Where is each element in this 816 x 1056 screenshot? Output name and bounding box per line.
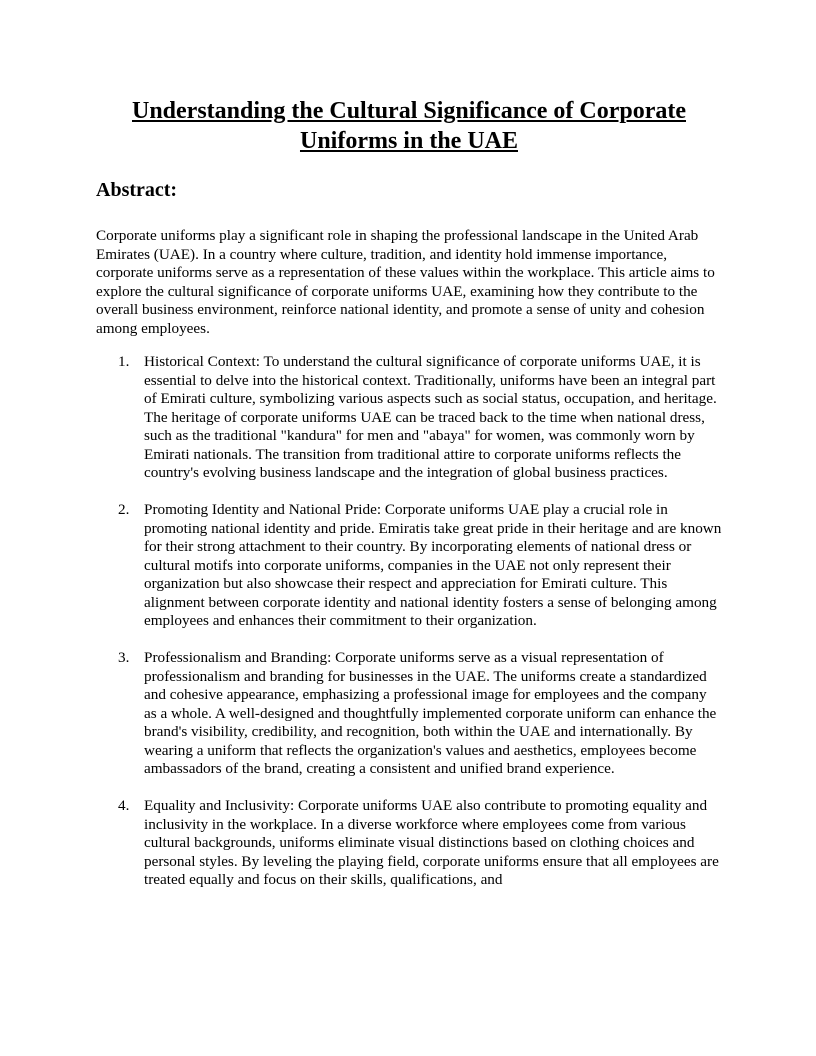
- document-page: [96, 96, 722, 908]
- list-item-number: 4.: [118, 797, 130, 814]
- list-item: [96, 649, 722, 779]
- section-list: [96, 353, 722, 890]
- list-item: [96, 353, 722, 483]
- list-item-number: 3.: [118, 649, 130, 666]
- list-item-number: 1.: [118, 353, 130, 370]
- document-title: Understanding the Cultural Significance of Corporate Uniforms in the UAE: [132, 98, 686, 154]
- abstract-heading: Abstract:: [96, 179, 178, 201]
- abstract-paragraph: Corporate uniforms play a significant role in shaping the professional landscape in the United Arab Emirates (UAE). In a country where culture, tradition, and identity hold immense importance, corporate uniforms serve as a representation of these values within the workplace. This article aims to explore the cultural significance of corporate uniforms UAE, examining how they contribute to the overall business environment, reinforce national identity, and promote a sense of unity and cohesion among employees.: [96, 227, 715, 337]
- list-item: [96, 501, 722, 631]
- list-item: [96, 797, 722, 890]
- list-item-number: 2.: [118, 501, 130, 518]
- list-item-text: Equality and Inclusivity: Corporate uniforms UAE also contribute to promoting equality and inclusivity in the workplace. In a diverse workforce where employees come from various cultural backgrounds, uniforms eliminate visual distinctions based on clothing choices and personal styles. By leveling the playing field, corporate uniforms ensure that all employees are treated equally and focus on their skills, qualifications, and: [144, 797, 719, 888]
- list-item-text: Promoting Identity and National Pride: Corporate uniforms UAE play a crucial role in promoting national identity and pride. Emiratis take great pride in their heritage and are known for their strong attachment to their country. By incorporating elements of national dress or cultural motifs into corporate uniforms, companies in the UAE not only represent their organization but also showcase their respect and appreciation for Emirati culture. This alignment between corporate identity and national identity fosters a sense of belonging among employees and enhances their commitment to their organization.: [144, 501, 722, 629]
- list-item-text: Historical Context: To understand the cultural significance of corporate uniforms UAE, it is essential to delve into the historical context. Traditionally, uniforms have been an integral part of Emirati culture, symbolizing various aspects such as social status, occupation, and heritage. The heritage of corporate uniforms UAE can be traced back to the time when national dress, such as the traditional "kandura" for men and "abaya" for women, was commonly worn by Emirati nationals. The transition from traditional attire to corporate uniforms reflects the country's evolving business landscape and the integration of global business practices.: [144, 353, 717, 481]
- list-item-text: Professionalism and Branding: Corporate uniforms serve as a visual representation of professionalism and branding for businesses in the UAE. The uniforms create a standardized and cohesive appearance, emphasizing a professional image for employees and the company as a whole. A well-designed and thoughtfully implemented corporate uniform can enhance the brand's visibility, credibility, and recognition, both within the UAE and internationally. By wearing a uniform that reflects the organization's values and aesthetics, employees become ambassadors of the brand, creating a consistent and unified brand experience.: [144, 649, 717, 777]
